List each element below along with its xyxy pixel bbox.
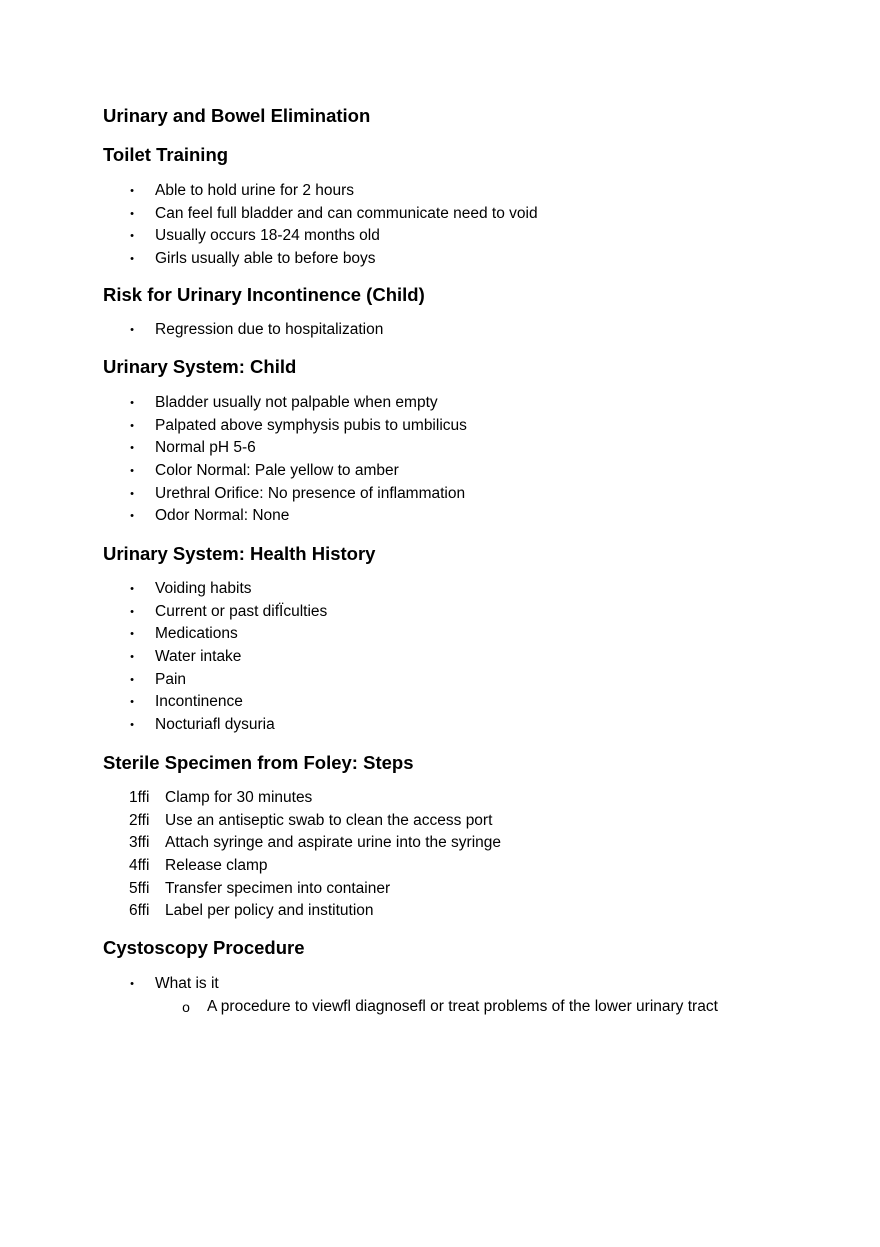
list-item-text: Bladder usually not palpable when empty bbox=[155, 394, 438, 411]
bullet-icon: • bbox=[130, 230, 134, 243]
bullet-icon: • bbox=[130, 465, 134, 478]
section-heading-sterile-specimen: Sterile Specimen from Foley: Steps bbox=[103, 752, 414, 773]
list-item-text: Urethral Orifice: No presence of inflammation bbox=[155, 484, 466, 502]
bullet-icon: • bbox=[130, 651, 134, 664]
list-item-text: Nocturiafl dysuria bbox=[155, 716, 275, 734]
bullet-icon: • bbox=[130, 673, 134, 686]
step-number: 4ffi bbox=[129, 857, 150, 875]
section-heading-urinary-child: Urinary System: Child bbox=[103, 356, 297, 377]
step-number: 6ffi bbox=[129, 902, 150, 920]
bullet-icon: • bbox=[130, 978, 134, 990]
list-item-text: Release clamp bbox=[165, 857, 268, 875]
bullet-icon: • bbox=[130, 719, 134, 732]
list-item-text: Incontinence bbox=[155, 693, 243, 711]
section-heading-health-history: Urinary System: Health History bbox=[103, 543, 376, 564]
step-number: 3ffi bbox=[129, 834, 150, 852]
bullet-icon: • bbox=[130, 207, 134, 220]
step-number: 2ffi bbox=[129, 811, 150, 829]
bullet-icon: • bbox=[130, 696, 134, 709]
sub-list-item-text: A procedure to viewfl diagnosefl or treat problems of the lower urinary tract bbox=[207, 997, 718, 1015]
list-item-text: Transfer specimen into container bbox=[165, 879, 391, 897]
bullet-icon: • bbox=[130, 487, 134, 500]
list-item-text: What is it bbox=[155, 975, 219, 992]
list-item-text: Girls usually able to before boys bbox=[155, 250, 376, 268]
list-item-text: Normal pH 5-6 bbox=[155, 439, 256, 457]
bullet-icon: • bbox=[130, 605, 134, 618]
bullet-icon: • bbox=[130, 185, 134, 197]
bullet-icon: • bbox=[130, 583, 134, 595]
list-item-text: Current or past difÏculties bbox=[155, 602, 328, 620]
step-number: 5ffi bbox=[129, 879, 150, 897]
list-item-text: Regression due to hospitalization bbox=[155, 321, 384, 338]
list-item-text: Water intake bbox=[155, 648, 242, 666]
list-item-text: Clamp for 30 minutes bbox=[165, 789, 313, 806]
step-number: 1ffi bbox=[129, 789, 150, 806]
list-item-text: Voiding habits bbox=[155, 580, 252, 597]
list-item-text: Can feel full bladder and can communicate need to void bbox=[155, 204, 538, 222]
list-item-text: Use an antiseptic swab to clean the access port bbox=[165, 811, 493, 829]
bullet-icon: • bbox=[130, 510, 134, 523]
bullet-icon: • bbox=[130, 253, 134, 266]
document-title: Urinary and Bowel Elimination bbox=[103, 105, 371, 126]
section-heading-toilet-training: Toilet Training bbox=[103, 144, 229, 165]
section-heading-risk-incontinence: Risk for Urinary Incontinence (Child) bbox=[103, 284, 425, 305]
bullet-icon: • bbox=[130, 628, 134, 641]
section-heading-cystoscopy: Cystoscopy Procedure bbox=[103, 937, 305, 958]
bullet-icon: • bbox=[130, 442, 134, 455]
list-item-text: Attach syringe and aspirate urine into the syringe bbox=[165, 834, 502, 852]
bullet-icon: • bbox=[130, 419, 134, 432]
list-item-text: Able to hold urine for 2 hours bbox=[155, 182, 355, 199]
hollow-bullet-icon: o bbox=[182, 998, 190, 1015]
list-item-text: Label per policy and institution bbox=[165, 902, 374, 920]
bullet-icon: • bbox=[130, 397, 134, 409]
list-item-text: Medications bbox=[155, 625, 238, 643]
list-item-text: Color Normal: Pale yellow to amber bbox=[155, 462, 399, 480]
list-item-text: Palpated above symphysis pubis to umbilicus bbox=[155, 416, 467, 434]
list-item-text: Usually occurs 18-24 months old bbox=[155, 227, 380, 245]
list-item-text: Pain bbox=[155, 670, 187, 688]
bullet-icon: • bbox=[130, 324, 134, 336]
list-item-text: Odor Normal: None bbox=[155, 507, 290, 525]
